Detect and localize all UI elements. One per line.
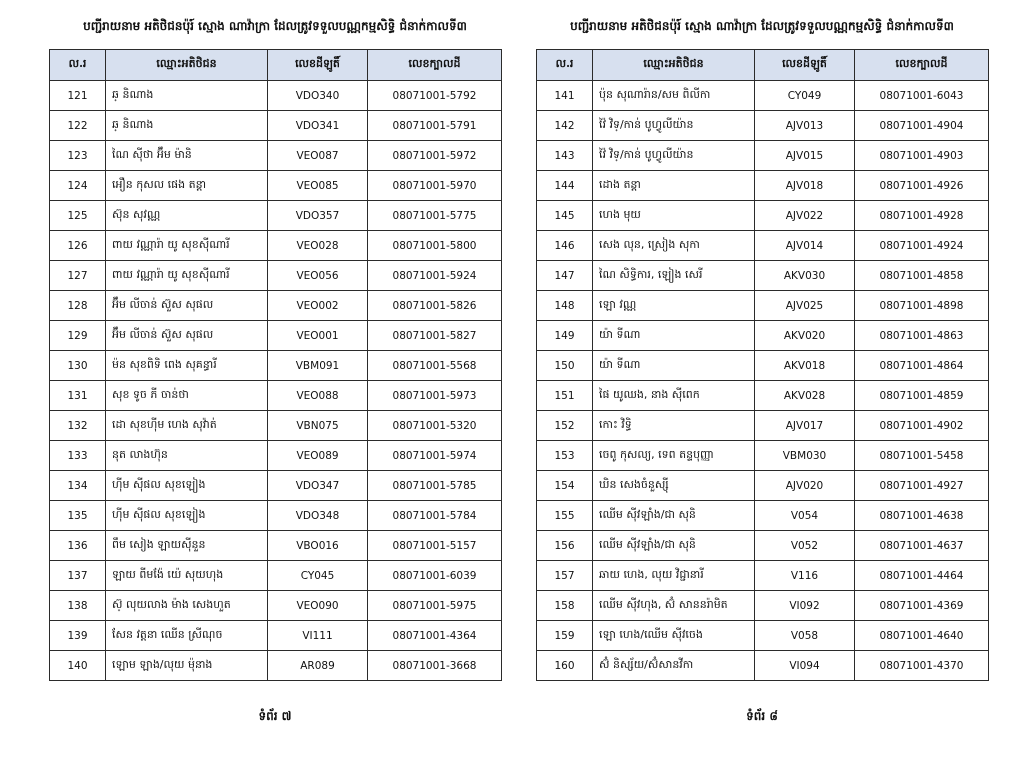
table-row [50,321,502,351]
table-row [537,81,989,111]
customer-name-cell: ឈើម ស៊ីវហុង, ស៊ំ សាននរ៉ាមិត [593,591,755,621]
row-number-cell: 153 [537,441,593,471]
row-number-cell: 123 [50,141,106,171]
table-row [50,201,502,231]
land-title-cell: 08071001-5974 [368,441,502,471]
lot-number-cell: VBN075 [268,411,368,441]
table-row [50,411,502,441]
land-title-cell: 08071001-5791 [368,111,502,141]
row-number-cell: 157 [537,561,593,591]
customer-name-cell: សុខ ទូច ភី ចាន់ថា [106,381,268,411]
table-row [537,231,989,261]
row-number-cell: 138 [50,591,106,621]
lot-number-cell: VBM091 [268,351,368,381]
table-row [537,411,989,441]
customer-name-cell: ណៃ សិទ្ធិការ, ឡៀង សេរី [593,261,755,291]
customer-name-cell: ឡោម ឡាង/លុយ ម៉ុនាង [106,651,268,681]
table-row [50,261,502,291]
table-body [50,81,502,681]
table-row [50,621,502,651]
land-title-cell: 08071001-4928 [855,201,989,231]
header-number: ល.រ [537,50,593,81]
row-number-cell: 135 [50,501,106,531]
row-number-cell: 143 [537,141,593,171]
land-title-cell: 08071001-5458 [855,441,989,471]
customer-name-cell: ឆ្ និណាង [106,111,268,141]
land-title-cell: 08071001-5568 [368,351,502,381]
lot-number-cell: AJV025 [755,291,855,321]
page-number: ទំព័រ ៧ [258,709,292,723]
customer-name-cell: សេង លុន, ស្រៀង សុកា [593,231,755,261]
lot-number-cell: VEO088 [268,381,368,411]
land-title-cell: 08071001-5157 [368,531,502,561]
table-body [537,81,989,681]
table-row [50,561,502,591]
table-row [537,171,989,201]
customer-name-cell: ឡោ ហេង/ឈើម ស៊ីវចេង [593,621,755,651]
land-title-cell: 08071001-4858 [855,261,989,291]
land-title-cell: 08071001-5320 [368,411,502,441]
lot-number-cell: VDO357 [268,201,368,231]
lot-number-cell: VEO056 [268,261,368,291]
table-row [50,351,502,381]
customer-name-cell: ពឹម សៀង ឡាយស៊ីនួន [106,531,268,561]
land-title-cell: 08071001-4640 [855,621,989,651]
row-number-cell: 159 [537,621,593,651]
land-title-cell: 08071001-5972 [368,141,502,171]
land-title-cell: 08071001-5973 [368,381,502,411]
row-number-cell: 134 [50,471,106,501]
land-title-cell: 08071001-4924 [855,231,989,261]
row-number-cell: 160 [537,651,593,681]
table-row [537,351,989,381]
table-row [50,591,502,621]
table-header-row [50,50,502,81]
customer-name-cell: យ៉ា ទីណា [593,321,755,351]
lot-number-cell: AKV030 [755,261,855,291]
table-row [537,531,989,561]
table-row [537,651,989,681]
lot-number-cell: VEO089 [268,441,368,471]
land-title-cell: 08071001-4370 [855,651,989,681]
land-title-cell: 08071001-4926 [855,171,989,201]
page-left [49,0,501,759]
row-number-cell: 131 [50,381,106,411]
lot-number-cell: V116 [755,561,855,591]
customer-name-cell: វ៉ៃ វិទ្/កាន់ បូហ្វូលីយ៉ាន [593,111,755,141]
row-number-cell: 144 [537,171,593,201]
row-number-cell: 122 [50,111,106,141]
customer-name-cell: ស៊្ លុយលាង ម៉ាង សេងហួត [106,591,268,621]
table-row [537,141,989,171]
customer-name-cell: កោះ វិទ្ធិ [593,411,755,441]
land-title-cell: 08071001-4859 [855,381,989,411]
table-row [537,381,989,411]
customer-name-cell: ស៊ុន សុវណ្ណ [106,201,268,231]
lot-number-cell: VDO347 [268,471,368,501]
table-row [537,291,989,321]
lot-number-cell: VI094 [755,651,855,681]
land-title-cell: 08071001-5826 [368,291,502,321]
row-number-cell: 126 [50,231,106,261]
land-title-cell: 08071001-4863 [855,321,989,351]
row-number-cell: 136 [50,531,106,561]
lot-number-cell: V054 [755,501,855,531]
table-row [537,561,989,591]
customer-name-cell: ហ៊ីម ស៊ីផល សុខឡៀង [106,471,268,501]
land-title-cell: 08071001-4898 [855,291,989,321]
customer-name-cell: យ៉ា ទីណា [593,351,755,381]
land-title-cell: 08071001-5970 [368,171,502,201]
lot-number-cell: VEO002 [268,291,368,321]
land-title-cell: 08071001-4927 [855,471,989,501]
customer-name-cell: ប៉ុន សុណារ៉ាន/សម ពិលីកា [593,81,755,111]
customer-name-cell: ហ៊ីម ស៊ីផល សុខឡៀង [106,501,268,531]
row-number-cell: 145 [537,201,593,231]
row-number-cell: 124 [50,171,106,201]
lot-number-cell: VDO340 [268,81,368,111]
lot-number-cell: AKV020 [755,321,855,351]
lot-number-cell: AJV022 [755,201,855,231]
lot-number-cell: AKV018 [755,351,855,381]
row-number-cell: 150 [537,351,593,381]
table-row [50,381,502,411]
row-number-cell: 151 [537,381,593,411]
customer-name-cell: ឃិន សេងចំនួស្ស៊ី [593,471,755,501]
table-header-row [537,50,989,81]
land-title-cell: 08071001-4638 [855,501,989,531]
customer-name-cell: ឆ្ និណាង [106,81,268,111]
customer-name-cell: សែន វត្តនា ឈើន ស្រីណុច [106,621,268,651]
lot-number-cell: VEO028 [268,231,368,261]
customer-name-cell: ឡោ វណ្ណ [593,291,755,321]
land-title-cell: 08071001-5784 [368,501,502,531]
land-title-cell: 08071001-3668 [368,651,502,681]
land-title-cell: 08071001-6039 [368,561,502,591]
lot-number-cell: CY049 [755,81,855,111]
row-number-cell: 142 [537,111,593,141]
customer-table [49,49,502,681]
customer-name-cell: ស៊ំ និស្ស័យ/ស៊ំសានវីកា [593,651,755,681]
row-number-cell: 154 [537,471,593,501]
lot-number-cell: AJV020 [755,471,855,501]
customer-name-cell: ឈើម ស៊ីវឡាំង/ជា សុនិ [593,531,755,561]
customer-name-cell: នុត លាងហ៊ុន [106,441,268,471]
lot-number-cell: VEO001 [268,321,368,351]
land-title-cell: 08071001-4902 [855,411,989,441]
lot-number-cell: VDO341 [268,111,368,141]
customer-name-cell: អ៊ឹម លីចាន់ ស៊ួស សុផល [106,321,268,351]
lot-number-cell: AJV014 [755,231,855,261]
lot-number-cell: AR089 [268,651,368,681]
land-title-cell: 08071001-5785 [368,471,502,501]
row-number-cell: 152 [537,411,593,441]
customer-name-cell: ឆាយ ហេង, លុយ វិជ្ជានារី [593,561,755,591]
lot-number-cell: V052 [755,531,855,561]
lot-number-cell: VEO090 [268,591,368,621]
lot-number-cell: V058 [755,621,855,651]
table-row [50,501,502,531]
row-number-cell: 146 [537,231,593,261]
row-number-cell: 130 [50,351,106,381]
page-title: បញ្ជីរាយនាម អតិថិជនប៉ុរ៍ ស្មោង ណាវ៉ាក្រា ដែលត្រូវទទួលបណ្ណកម្មសិទ្ធិ ជំនាក់កាលទី៣ [83,19,467,33]
table-row [50,291,502,321]
land-title-cell: 08071001-6043 [855,81,989,111]
row-number-cell: 140 [50,651,106,681]
land-title-cell: 08071001-5792 [368,81,502,111]
lot-number-cell: AKV028 [755,381,855,411]
customer-name-cell: វ៉ៃ វិទ្/កាន់ បូហ្វូលីយ៉ាន [593,141,755,171]
row-number-cell: 156 [537,531,593,561]
header-land: លេខក្បាលដី [368,50,502,81]
page-right [536,0,988,759]
land-title-cell: 08071001-4904 [855,111,989,141]
lot-number-cell: AJV017 [755,411,855,441]
header-land: លេខក្បាលដី [855,50,989,81]
table-row [537,111,989,141]
customer-name-cell: ដោ សុខហ៊ីម ហេង សុវ៉ាត់ [106,411,268,441]
row-number-cell: 132 [50,411,106,441]
row-number-cell: 121 [50,81,106,111]
table-row [537,201,989,231]
customer-name-cell: ចេពូ កុសល្យ, ទេព តន្ទបុញ្ញា [593,441,755,471]
row-number-cell: 141 [537,81,593,111]
table-row [50,231,502,261]
customer-name-cell: ឡាយ ពីមង៉ែ យ៉េ សុយហុង [106,561,268,591]
table-row [537,501,989,531]
customer-name-cell: ហេង មុយ [593,201,755,231]
lot-number-cell: AJV015 [755,141,855,171]
customer-name-cell: ម៉ន សុខពិទិ ពេង សុគន្ធារី [106,351,268,381]
table-row [537,621,989,651]
lot-number-cell: VEO087 [268,141,368,171]
lot-number-cell: CY045 [268,561,368,591]
land-title-cell: 08071001-5924 [368,261,502,291]
land-title-cell: 08071001-5827 [368,321,502,351]
table-row [537,471,989,501]
row-number-cell: 128 [50,291,106,321]
table-row [50,111,502,141]
row-number-cell: 148 [537,291,593,321]
header-lot: លេខដីឡូតិ៍ [755,50,855,81]
table-row [537,441,989,471]
table-row [50,471,502,501]
land-title-cell: 08071001-5775 [368,201,502,231]
land-title-cell: 08071001-5975 [368,591,502,621]
customer-name-cell: ពាយ វណ្ណារ៉ា យូ សុខស៊ីណារី [106,231,268,261]
row-number-cell: 139 [50,621,106,651]
land-title-cell: 08071001-4637 [855,531,989,561]
row-number-cell: 129 [50,321,106,351]
table-row [50,531,502,561]
header-number: ល.រ [50,50,106,81]
page-number: ទំព័រ ៨ [746,709,778,723]
row-number-cell: 125 [50,201,106,231]
land-title-cell: 08071001-4369 [855,591,989,621]
land-title-cell: 08071001-4903 [855,141,989,171]
table-row [537,261,989,291]
table-row [537,321,989,351]
customer-name-cell: ផៃ យូឈង, នាង ស៊ីពេក [593,381,755,411]
customer-name-cell: ណៃ ស៊ីថា អ៊ឹម ម៉ានិ [106,141,268,171]
customer-table [536,49,989,681]
lot-number-cell: VBM030 [755,441,855,471]
table-row [537,591,989,621]
table-row [50,651,502,681]
lot-number-cell: AJV013 [755,111,855,141]
row-number-cell: 133 [50,441,106,471]
page-title: បញ្ជីរាយនាម អតិថិជនប៉ុរ៍ ស្មោង ណាវ៉ាក្រា ដែលត្រូវទទួលបណ្ណកម្មសិទ្ធិ ជំនាក់កាលទី៣ [570,19,954,33]
row-number-cell: 158 [537,591,593,621]
row-number-cell: 147 [537,261,593,291]
land-title-cell: 08071001-4364 [368,621,502,651]
customer-name-cell: ឈើម ស៊ីវឡាំង/ជា សុនិ [593,501,755,531]
lot-number-cell: VEO085 [268,171,368,201]
lot-number-cell: VDO348 [268,501,368,531]
header-lot: លេខដីឡូតិ៍ [268,50,368,81]
header-name: ឈ្មោះអតិថិជន [106,50,268,81]
land-title-cell: 08071001-5800 [368,231,502,261]
customer-name-cell: ដោង តន្តា [593,171,755,201]
table-row [50,81,502,111]
customer-name-cell: អឿន កុសល ផេង តន្តា [106,171,268,201]
row-number-cell: 137 [50,561,106,591]
lot-number-cell: VI092 [755,591,855,621]
table-row [50,141,502,171]
row-number-cell: 127 [50,261,106,291]
row-number-cell: 155 [537,501,593,531]
lot-number-cell: AJV018 [755,171,855,201]
table-row [50,171,502,201]
customer-name-cell: អ៊ឹម លីចាន់ ស៊ួស សុផល [106,291,268,321]
land-title-cell: 08071001-4464 [855,561,989,591]
row-number-cell: 149 [537,321,593,351]
lot-number-cell: VI111 [268,621,368,651]
land-title-cell: 08071001-4864 [855,351,989,381]
header-name: ឈ្មោះអតិថិជន [593,50,755,81]
lot-number-cell: VBO016 [268,531,368,561]
table-row [50,441,502,471]
customer-name-cell: ពាយ វណ្ណារ៉ា យូ សុខស៊ីណារី [106,261,268,291]
